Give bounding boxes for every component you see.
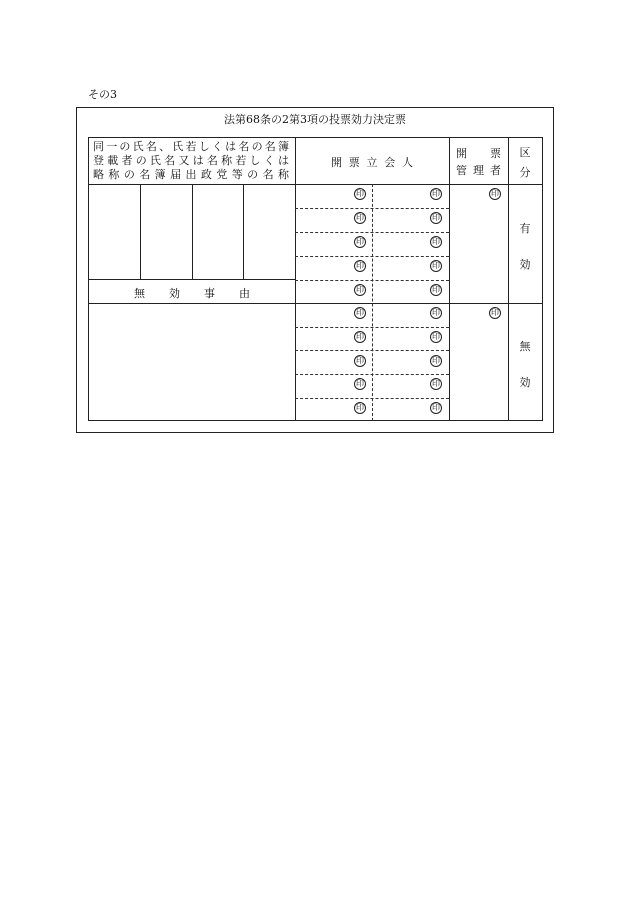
invalid-reason-char: 効 [169,287,180,300]
seal-icon: 印 [356,285,364,294]
seal-icon: 印 [432,332,440,341]
seal-icon: 印 [491,308,499,317]
seal-icon: 印 [491,189,499,198]
invalid-reason-divider [88,279,295,280]
seal-icon: 印 [356,261,364,270]
header-manager-char: 理 [473,164,484,177]
invalid-reason-char: 事 [204,287,215,300]
header-divider [88,184,543,185]
witness-row-line [295,232,449,233]
witness-row-line [295,374,449,375]
header-name-column [93,140,289,182]
header-name-line: 略称の名簿届出政党等の名称 [93,168,289,181]
name-box-divider [243,184,244,279]
header-witness-char: 立 [366,156,378,169]
seal-icon: 印 [432,308,440,317]
seal-icon: 印 [432,261,440,270]
seal-icon: 印 [356,332,364,341]
header-manager-char: 票 [490,147,501,160]
invalid-reason-char: 由 [239,287,250,300]
header-manager-char: 開 [456,147,467,160]
header-manager-char: 者 [490,164,501,177]
witness-row-line [295,350,449,351]
header-witness-char: 開 [331,156,342,169]
witness-row-line [295,398,449,399]
header-name-line: 同一の氏名、氏若しくは名の名簿 [93,140,289,153]
page-caption: その3 [88,88,117,101]
form-title: 法第68条の2第3項の投票効力決定票 [224,113,406,126]
header-manager-line1 [456,145,501,161]
witness-row-line [295,256,449,257]
witness-row-line [295,280,449,281]
seal-icon: 印 [356,356,364,365]
witness-row-line [295,208,449,209]
header-category-1: 区 [519,146,531,159]
name-box-divider [140,184,141,279]
category-invalid-2: 効 [519,376,531,389]
seal-icon: 印 [432,379,440,388]
seal-icon: 印 [432,189,440,198]
category-invalid-1: 無 [519,340,531,353]
seal-icon: 印 [432,285,440,294]
seal-icon: 印 [356,308,364,317]
seal-icon: 印 [432,356,440,365]
header-witness-char: 票 [348,156,360,169]
header-category-2: 分 [519,166,531,179]
witness-split [372,184,373,421]
header-manager-line2 [456,162,501,178]
seal-icon: 印 [356,403,364,412]
seal-icon: 印 [356,213,364,222]
invalid-reason-char: 無 [134,287,145,300]
invalid-reason-label [134,285,250,301]
col-divider [449,137,450,421]
seal-icon: 印 [432,237,440,246]
category-valid-2: 効 [519,258,531,271]
header-manager-char: 管 [456,164,467,177]
seal-icon: 印 [356,237,364,246]
seal-icon: 印 [432,403,440,412]
header-witness-char: 会 [384,156,396,169]
name-box-divider [192,184,193,279]
col-divider [295,137,296,421]
header-name-line: 登載者の氏名又は名称若しくは [93,154,289,167]
col-divider [508,137,509,421]
seal-icon: 印 [356,189,364,198]
section-divider [88,303,543,304]
category-valid-1: 有 [519,222,531,235]
seal-icon: 印 [356,379,364,388]
header-witness [331,154,413,170]
seal-icon: 印 [432,213,440,222]
header-witness-char: 人 [402,156,413,169]
witness-row-line [295,327,449,328]
